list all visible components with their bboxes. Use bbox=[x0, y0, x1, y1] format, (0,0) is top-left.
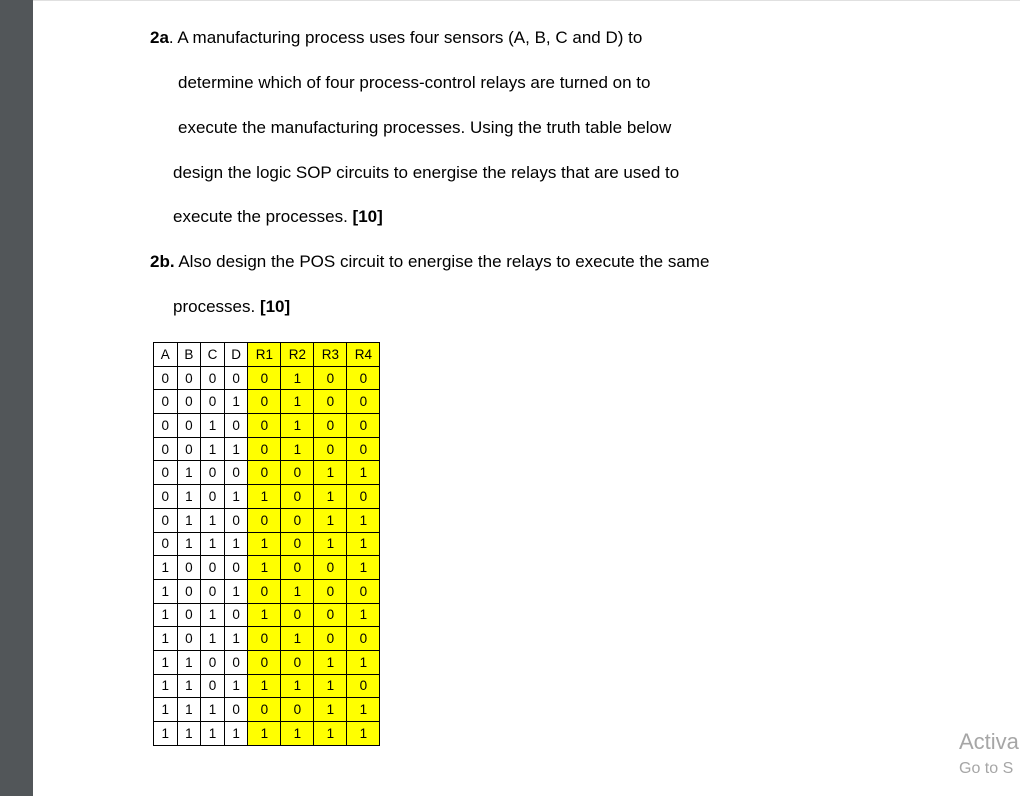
cell-c: 0 bbox=[201, 366, 225, 390]
cell-b: 1 bbox=[177, 461, 201, 485]
cell-r2: 0 bbox=[281, 508, 314, 532]
cell-r3: 1 bbox=[314, 674, 347, 698]
cell-d: 0 bbox=[224, 414, 248, 438]
cell-r1: 1 bbox=[248, 603, 281, 627]
cell-r3: 1 bbox=[314, 722, 347, 746]
cell-r2: 1 bbox=[281, 390, 314, 414]
cell-r3: 1 bbox=[314, 461, 347, 485]
cell-c: 1 bbox=[201, 603, 225, 627]
page-top-border bbox=[33, 0, 1020, 1]
cell-r1: 1 bbox=[248, 722, 281, 746]
table-row bbox=[154, 579, 380, 603]
cell-r3: 0 bbox=[314, 627, 347, 651]
cell-d: 0 bbox=[224, 366, 248, 390]
cell-c: 0 bbox=[201, 390, 225, 414]
question-2b-line-1: 2b. Also design the POS circuit to energise the relays to execute the same bbox=[150, 252, 710, 271]
cell-r4: 1 bbox=[347, 698, 380, 722]
cell-c: 1 bbox=[201, 722, 225, 746]
cell-b: 0 bbox=[177, 603, 201, 627]
cell-d: 0 bbox=[224, 461, 248, 485]
cell-r4: 0 bbox=[347, 437, 380, 461]
cell-a: 1 bbox=[154, 627, 178, 651]
header-c: C bbox=[201, 343, 225, 367]
cell-c: 0 bbox=[201, 556, 225, 580]
cell-r2: 0 bbox=[281, 485, 314, 509]
cell-d: 1 bbox=[224, 627, 248, 651]
cell-r1: 0 bbox=[248, 627, 281, 651]
cell-c: 0 bbox=[201, 579, 225, 603]
table-row bbox=[154, 532, 380, 556]
cell-b: 1 bbox=[177, 532, 201, 556]
cell-r2: 1 bbox=[281, 722, 314, 746]
marks-2a: [10] bbox=[352, 207, 383, 226]
cell-c: 1 bbox=[201, 532, 225, 556]
cell-b: 1 bbox=[177, 722, 201, 746]
cell-a: 0 bbox=[154, 414, 178, 438]
cell-d: 1 bbox=[224, 674, 248, 698]
cell-d: 0 bbox=[224, 556, 248, 580]
cell-r4: 1 bbox=[347, 508, 380, 532]
cell-r2: 0 bbox=[281, 603, 314, 627]
cell-r1: 0 bbox=[248, 461, 281, 485]
header-r3: R3 bbox=[314, 343, 347, 367]
cell-d: 1 bbox=[224, 532, 248, 556]
cell-r4: 1 bbox=[347, 722, 380, 746]
cell-r2: 0 bbox=[281, 650, 314, 674]
cell-a: 0 bbox=[154, 461, 178, 485]
cell-r4: 1 bbox=[347, 532, 380, 556]
cell-r2: 0 bbox=[281, 556, 314, 580]
cell-r1: 0 bbox=[248, 366, 281, 390]
cell-c: 1 bbox=[201, 414, 225, 438]
cell-r3: 1 bbox=[314, 532, 347, 556]
cell-c: 0 bbox=[201, 674, 225, 698]
cell-r4: 0 bbox=[347, 390, 380, 414]
cell-b: 0 bbox=[177, 579, 201, 603]
cell-a: 1 bbox=[154, 603, 178, 627]
cell-r2: 1 bbox=[281, 437, 314, 461]
cell-r2: 0 bbox=[281, 532, 314, 556]
cell-r3: 0 bbox=[314, 414, 347, 438]
cell-r2: 0 bbox=[281, 461, 314, 485]
cell-a: 0 bbox=[154, 390, 178, 414]
cell-r4: 0 bbox=[347, 366, 380, 390]
cell-r4: 1 bbox=[347, 650, 380, 674]
cell-r1: 0 bbox=[248, 579, 281, 603]
cell-r1: 1 bbox=[248, 556, 281, 580]
table-row bbox=[154, 698, 380, 722]
question-2b-line-2: processes. [10] bbox=[173, 297, 291, 316]
table-row bbox=[154, 461, 380, 485]
cell-b: 1 bbox=[177, 650, 201, 674]
truth-table bbox=[153, 342, 380, 746]
cell-b: 0 bbox=[177, 390, 201, 414]
activation-watermark-title: Activa bbox=[959, 729, 1019, 754]
table-row bbox=[154, 390, 380, 414]
cell-r1: 1 bbox=[248, 485, 281, 509]
header-r2: R2 bbox=[281, 343, 314, 367]
cell-a: 0 bbox=[154, 532, 178, 556]
table-row bbox=[154, 366, 380, 390]
header-r4: R4 bbox=[347, 343, 380, 367]
cell-r1: 0 bbox=[248, 414, 281, 438]
cell-c: 1 bbox=[201, 437, 225, 461]
cell-b: 0 bbox=[177, 437, 201, 461]
cell-r4: 0 bbox=[347, 485, 380, 509]
cell-r4: 0 bbox=[347, 674, 380, 698]
question-2a-line-3: execute the manufacturing processes. Using the truth table below bbox=[178, 118, 672, 137]
cell-a: 0 bbox=[154, 485, 178, 509]
cell-r1: 1 bbox=[248, 674, 281, 698]
cell-d: 0 bbox=[224, 508, 248, 532]
question-2a-line-5: execute the processes. [10] bbox=[173, 207, 383, 226]
cell-d: 0 bbox=[224, 650, 248, 674]
cell-a: 1 bbox=[154, 556, 178, 580]
cell-b: 1 bbox=[177, 508, 201, 532]
table-row bbox=[154, 508, 380, 532]
header-r1: R1 bbox=[248, 343, 281, 367]
cell-r4: 1 bbox=[347, 461, 380, 485]
cell-r3: 1 bbox=[314, 650, 347, 674]
cell-b: 1 bbox=[177, 485, 201, 509]
cell-r3: 0 bbox=[314, 390, 347, 414]
cell-b: 0 bbox=[177, 627, 201, 651]
cell-d: 1 bbox=[224, 485, 248, 509]
cell-b: 0 bbox=[177, 556, 201, 580]
cell-r4: 1 bbox=[347, 556, 380, 580]
cell-b: 0 bbox=[177, 414, 201, 438]
cell-r2: 1 bbox=[281, 674, 314, 698]
cell-r2: 1 bbox=[281, 579, 314, 603]
cell-d: 1 bbox=[224, 437, 248, 461]
header-a: A bbox=[154, 343, 178, 367]
cell-r1: 0 bbox=[248, 390, 281, 414]
cell-b: 1 bbox=[177, 674, 201, 698]
cell-a: 1 bbox=[154, 579, 178, 603]
cell-r3: 1 bbox=[314, 485, 347, 509]
cell-a: 1 bbox=[154, 674, 178, 698]
cell-a: 0 bbox=[154, 437, 178, 461]
cell-c: 1 bbox=[201, 627, 225, 651]
cell-a: 0 bbox=[154, 366, 178, 390]
table-row bbox=[154, 437, 380, 461]
cell-r3: 0 bbox=[314, 366, 347, 390]
cell-r2: 1 bbox=[281, 414, 314, 438]
cell-b: 0 bbox=[177, 366, 201, 390]
cell-r4: 0 bbox=[347, 579, 380, 603]
cell-r2: 0 bbox=[281, 698, 314, 722]
cell-b: 1 bbox=[177, 698, 201, 722]
question-2a-line-4: design the logic SOP circuits to energise the relays that are used to bbox=[173, 163, 680, 182]
cell-c: 0 bbox=[201, 485, 225, 509]
cell-r3: 0 bbox=[314, 437, 347, 461]
viewer-sidebar bbox=[0, 0, 33, 796]
table-row bbox=[154, 556, 380, 580]
cell-r2: 1 bbox=[281, 366, 314, 390]
cell-d: 1 bbox=[224, 390, 248, 414]
cell-d: 0 bbox=[224, 698, 248, 722]
header-b: B bbox=[177, 343, 201, 367]
cell-a: 1 bbox=[154, 722, 178, 746]
cell-r3: 1 bbox=[314, 698, 347, 722]
table-row bbox=[154, 414, 380, 438]
cell-c: 1 bbox=[201, 508, 225, 532]
cell-a: 0 bbox=[154, 508, 178, 532]
cell-d: 1 bbox=[224, 722, 248, 746]
cell-c: 0 bbox=[201, 650, 225, 674]
activation-watermark-subtitle: Go to S bbox=[959, 760, 1014, 777]
cell-r4: 1 bbox=[347, 603, 380, 627]
cell-r1: 0 bbox=[248, 437, 281, 461]
cell-r3: 0 bbox=[314, 603, 347, 627]
cell-r3: 0 bbox=[314, 556, 347, 580]
cell-r4: 0 bbox=[347, 414, 380, 438]
cell-a: 1 bbox=[154, 650, 178, 674]
cell-r1: 0 bbox=[248, 650, 281, 674]
cell-r4: 0 bbox=[347, 627, 380, 651]
header-d: D bbox=[224, 343, 248, 367]
cell-r1: 0 bbox=[248, 508, 281, 532]
question-2a-line-2: determine which of four process-control relays are turned on to bbox=[178, 73, 651, 92]
question-2a-line-1: 2a. A manufacturing process uses four sensors (A, B, C and D) to bbox=[150, 28, 643, 47]
table-row bbox=[154, 627, 380, 651]
table-row bbox=[154, 485, 380, 509]
cell-r1: 0 bbox=[248, 698, 281, 722]
cell-d: 1 bbox=[224, 579, 248, 603]
cell-d: 0 bbox=[224, 603, 248, 627]
cell-r1: 1 bbox=[248, 532, 281, 556]
marks-2b: [10] bbox=[259, 297, 291, 316]
cell-r3: 1 bbox=[314, 508, 347, 532]
table-row bbox=[154, 674, 380, 698]
table-row bbox=[154, 650, 380, 674]
table-row bbox=[154, 722, 380, 746]
cell-a: 1 bbox=[154, 698, 178, 722]
cell-r3: 0 bbox=[314, 579, 347, 603]
cell-r2: 1 bbox=[281, 627, 314, 651]
table-row bbox=[154, 603, 380, 627]
cell-c: 1 bbox=[201, 698, 225, 722]
cell-c: 0 bbox=[201, 461, 225, 485]
